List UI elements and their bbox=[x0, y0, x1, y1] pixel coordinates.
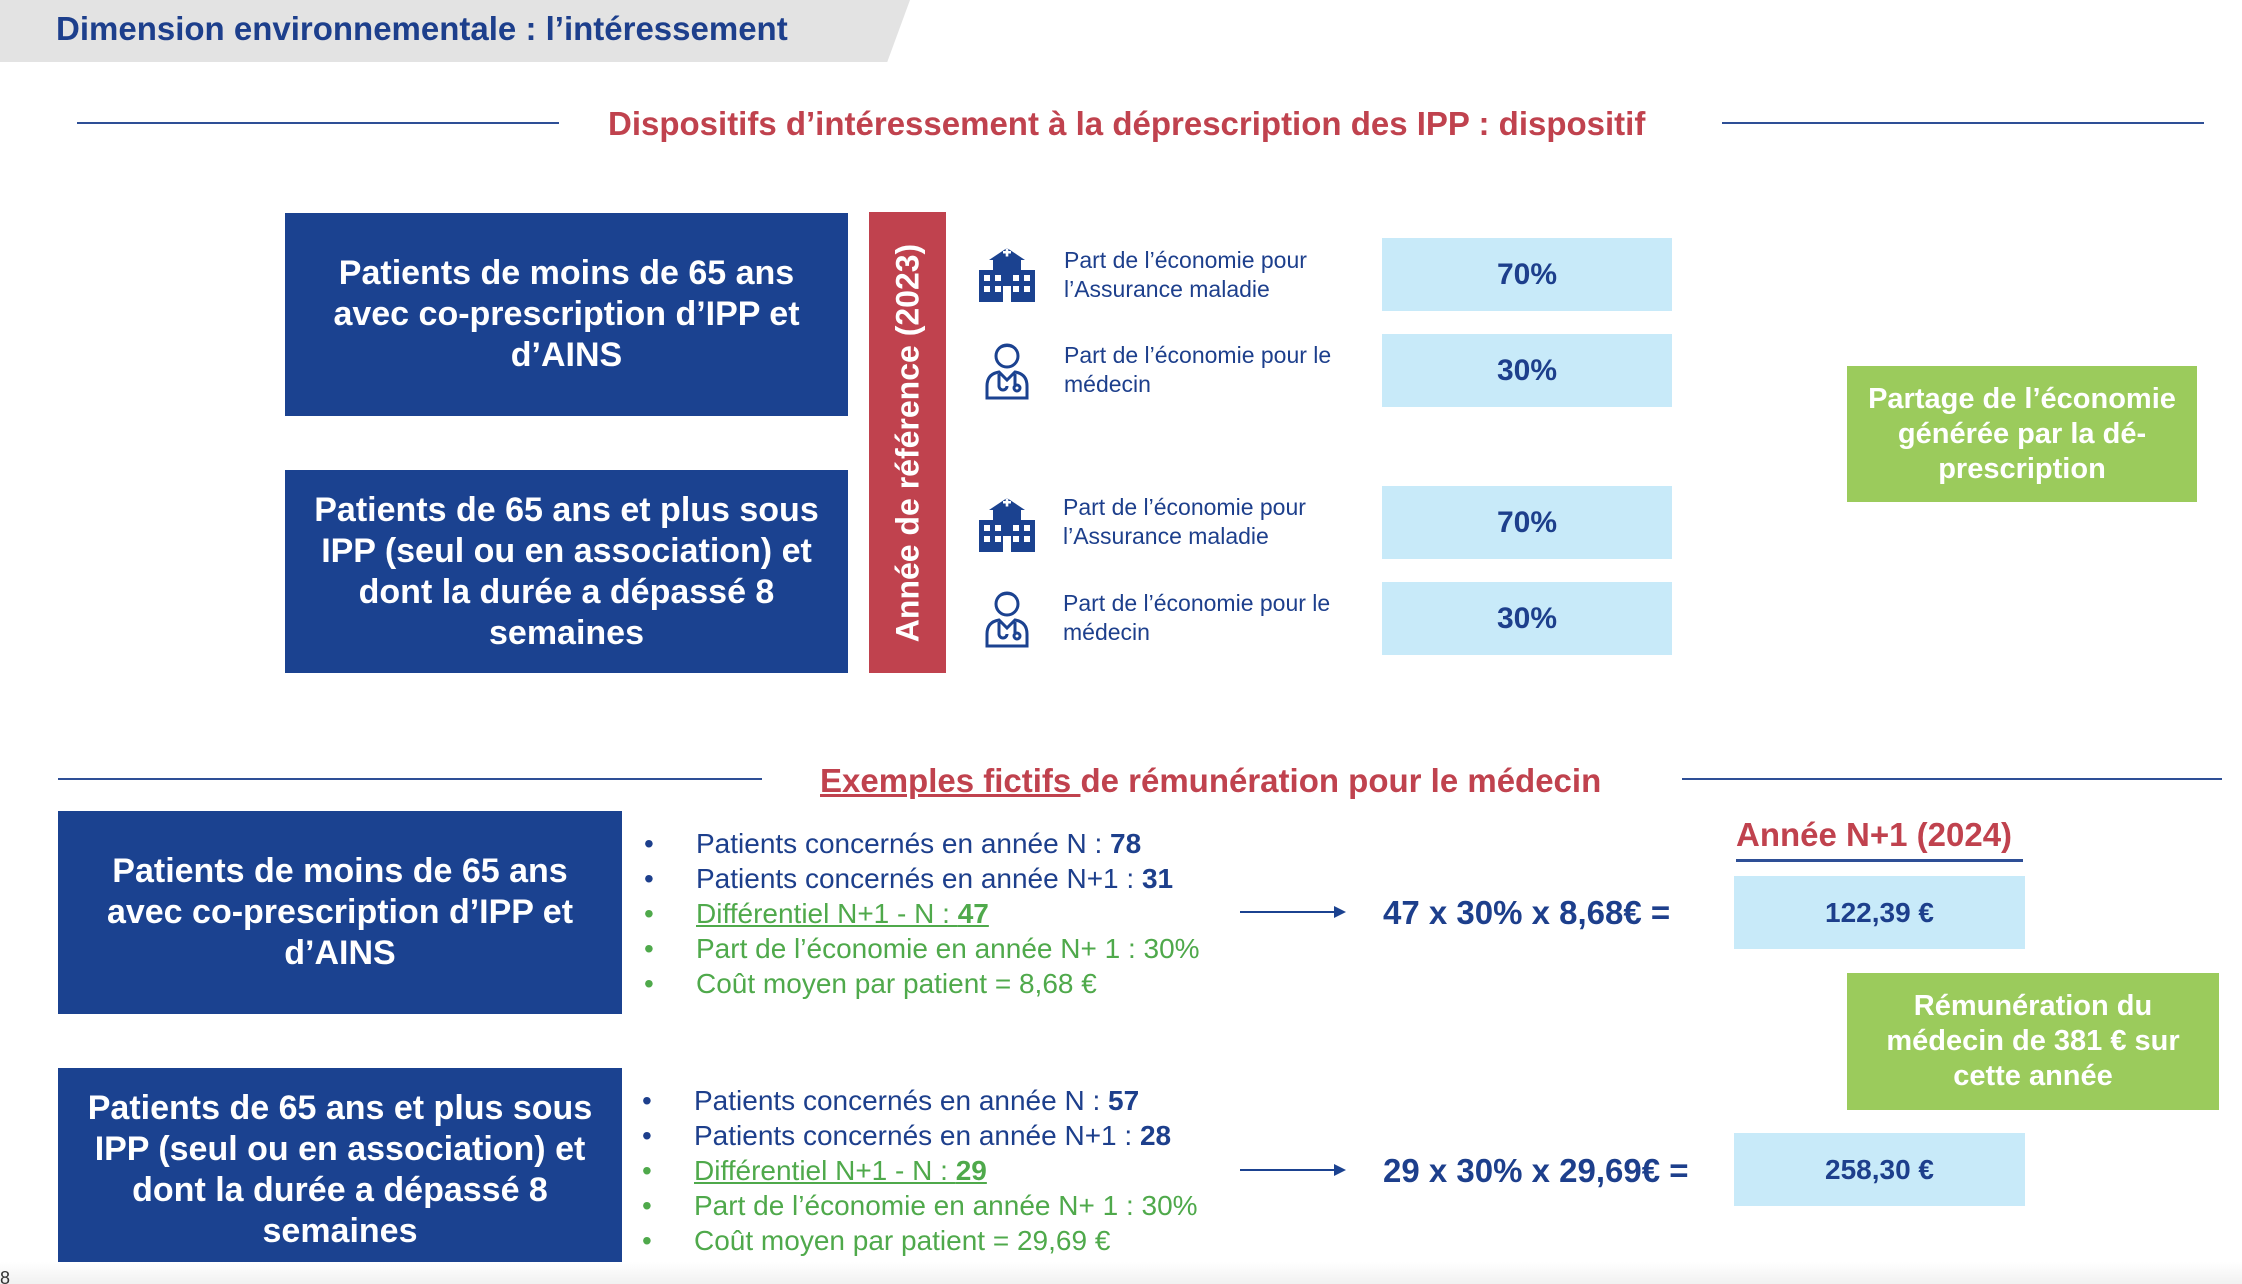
reference-year-label: Année de référence (2023) bbox=[889, 243, 925, 642]
page-number: 8 bbox=[0, 1268, 11, 1284]
example-box-under-65: Patients de moins de 65 ans avec co-prescription d’IPP et d’AINS bbox=[58, 811, 622, 1014]
section2-rule-left bbox=[58, 778, 762, 780]
section2-rule-right bbox=[1682, 778, 2222, 780]
share-label-assurance: Part de l’économie pour l’Assurance maladie bbox=[1063, 494, 1306, 549]
list-item: • Patients concernés en année N+1 : 31 bbox=[644, 861, 1200, 896]
section1-rule-right bbox=[1722, 122, 2204, 124]
arrow-right-icon bbox=[1240, 904, 1348, 920]
result-65-plus: 258,30 € bbox=[1734, 1133, 2025, 1206]
section1-rule-left bbox=[77, 122, 559, 124]
list-item: • Différentiel N+1 - N : 29 bbox=[642, 1153, 1198, 1188]
share-label-medecin: Part de l’économie pour le médecin bbox=[1064, 342, 1332, 397]
year-n1-underline bbox=[1736, 859, 2023, 862]
list-item: • Patients concernés en année N : 57 bbox=[642, 1083, 1198, 1118]
list-item: • Coût moyen par patient = 8,68 € bbox=[644, 966, 1200, 1001]
section2-title-rest: de rémunération pour le médecin bbox=[1080, 762, 1602, 799]
doctor-icon bbox=[975, 338, 1039, 402]
formula-under-65: 47 x 30% x 8,68€ = bbox=[1383, 894, 1671, 931]
example-list-under-65 bbox=[644, 826, 1200, 1001]
share-label-assurance: Part de l’économie pour l’Assurance maladie bbox=[1064, 247, 1307, 302]
remuneration-box: Rémunération du médecin de 381 € sur cette année bbox=[1847, 973, 2219, 1110]
year-n1-title: Année N+1 (2024) bbox=[1736, 816, 2013, 853]
page-title: Dimension environnementale : l’intéressement bbox=[56, 10, 788, 47]
share-value-assurance: 70% bbox=[1382, 238, 1672, 311]
formula-65-plus: 29 x 30% x 29,69€ = bbox=[1383, 1152, 1689, 1189]
partage-box: Partage de l’économie générée par la dé-prescription bbox=[1847, 366, 2197, 502]
doctor-icon bbox=[975, 586, 1039, 650]
group-box-65-plus: Patients de 65 ans et plus sous IPP (seul ou en association) et dont la durée a dépassé 8 semaines bbox=[285, 470, 848, 673]
share-label-medecin: Part de l’économie pour le médecin bbox=[1063, 590, 1331, 645]
share-value-medecin: 30% bbox=[1382, 582, 1672, 655]
hospital-icon bbox=[975, 244, 1039, 308]
section2-title bbox=[820, 762, 1601, 800]
example-list-65-plus bbox=[642, 1083, 1198, 1258]
group-box-under-65: Patients de moins de 65 ans avec co-prescription d’IPP et d’AINS bbox=[285, 213, 848, 416]
list-item: • Patients concernés en année N : 78 bbox=[644, 826, 1200, 861]
result-under-65: 122,39 € bbox=[1734, 876, 2025, 949]
example-box-65-plus: Patients de 65 ans et plus sous IPP (seul ou en association) et dont la durée a dépassé 8 semaines bbox=[58, 1068, 622, 1271]
bottom-shade bbox=[0, 1262, 2242, 1284]
arrow-right-icon bbox=[1240, 1162, 1348, 1178]
list-item: • Patients concernés en année N+1 : 28 bbox=[642, 1118, 1198, 1153]
hospital-icon bbox=[975, 494, 1039, 558]
share-value-medecin: 30% bbox=[1382, 334, 1672, 407]
share-value-assurance: 70% bbox=[1382, 486, 1672, 559]
list-item: • Différentiel N+1 - N : 47 bbox=[644, 896, 1200, 931]
section2-title-underlined: Exemples fictifs bbox=[820, 762, 1081, 799]
list-item: • Coût moyen par patient = 29,69 € bbox=[642, 1223, 1198, 1258]
list-item: • Part de l’économie en année N+ 1 : 30% bbox=[642, 1188, 1198, 1223]
section1-title: Dispositifs d’intéressement à la déprescription des IPP : dispositif bbox=[608, 105, 1646, 142]
reference-year-band bbox=[869, 212, 946, 673]
list-item: • Part de l’économie en année N+ 1 : 30% bbox=[644, 931, 1200, 966]
